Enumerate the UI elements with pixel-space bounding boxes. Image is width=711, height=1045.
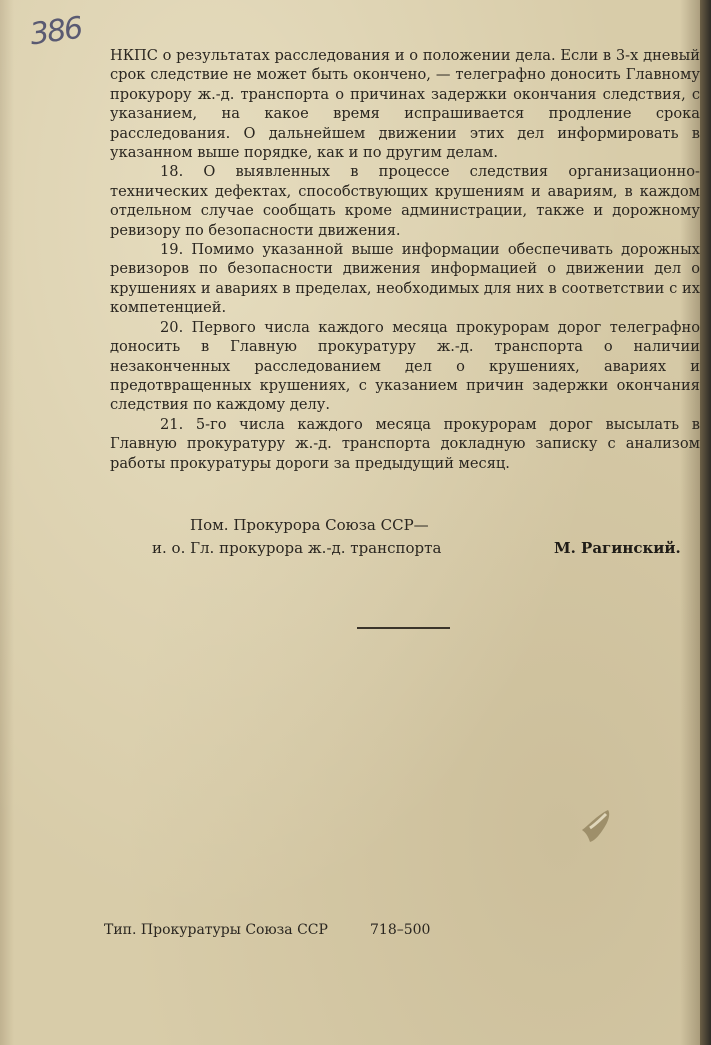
handwritten-page-number: 386	[27, 10, 84, 53]
print-order-code: 718–500	[370, 922, 431, 938]
printer-imprint: Тип. Прокуратуры Союза ССР	[104, 922, 328, 938]
signature-position-line-1: Пом. Прокурора Союза ССР—	[190, 516, 429, 534]
paper-damage-mark	[578, 806, 618, 846]
paragraph-19: 19. Помимо указанной выше информации обеспечивать дорожных ревизоров по безопасности движения информацией о движении дел о крушениях и авариях в пределах, необходимых для них в соответствии с их компетенцией.	[110, 241, 700, 317]
body-text	[110, 46, 700, 473]
signature-position-line-2: и. о. Гл. прокурора ж.-д. транспорта	[152, 539, 442, 557]
paragraph-18: 18. О выявленных в процессе следствия организационно-технических дефектах, способствующих крушениям и авариям, в каждом отдельном случае сообщать кроме администрации, также и дорожному ревизору по безопасности движения.	[110, 163, 700, 239]
paragraph-20: 20. Первого числа каждого месяца прокурорам дорог телеграфно доносить в Главную прокуратуру ж.-д. транспорта о наличии незаконченных расследованием дел о крушениях, авариях и предотвращенных крушениях, с указанием причин задержки окончания следствия по каждому делу.	[110, 318, 700, 414]
section-divider	[357, 627, 450, 629]
signatory-name: М. Рагинский.	[554, 539, 681, 557]
page-edge-shadow	[700, 0, 711, 1045]
paragraph-continuation: НКПС о результатах расследования и о положении дела. Если в 3-х дневый срок следствие не может быть окончено, — телеграфно доносить Главному прокурору ж.-д. транспорта о причинах задержки окончания следствия, с указанием, на какое время испрашивается продление срока расследования. О дальнейшем движении этих дел информировать в указанном выше порядке, как и по другим делам.	[110, 47, 700, 162]
paragraph-21: 21. 5-го числа каждого месяца прокурорам дорог высылать в Главную прокуратуру ж.-д. транспорта докладную записку с анализом работы прокуратуры дороги за предыдущий месяц.	[110, 415, 700, 472]
